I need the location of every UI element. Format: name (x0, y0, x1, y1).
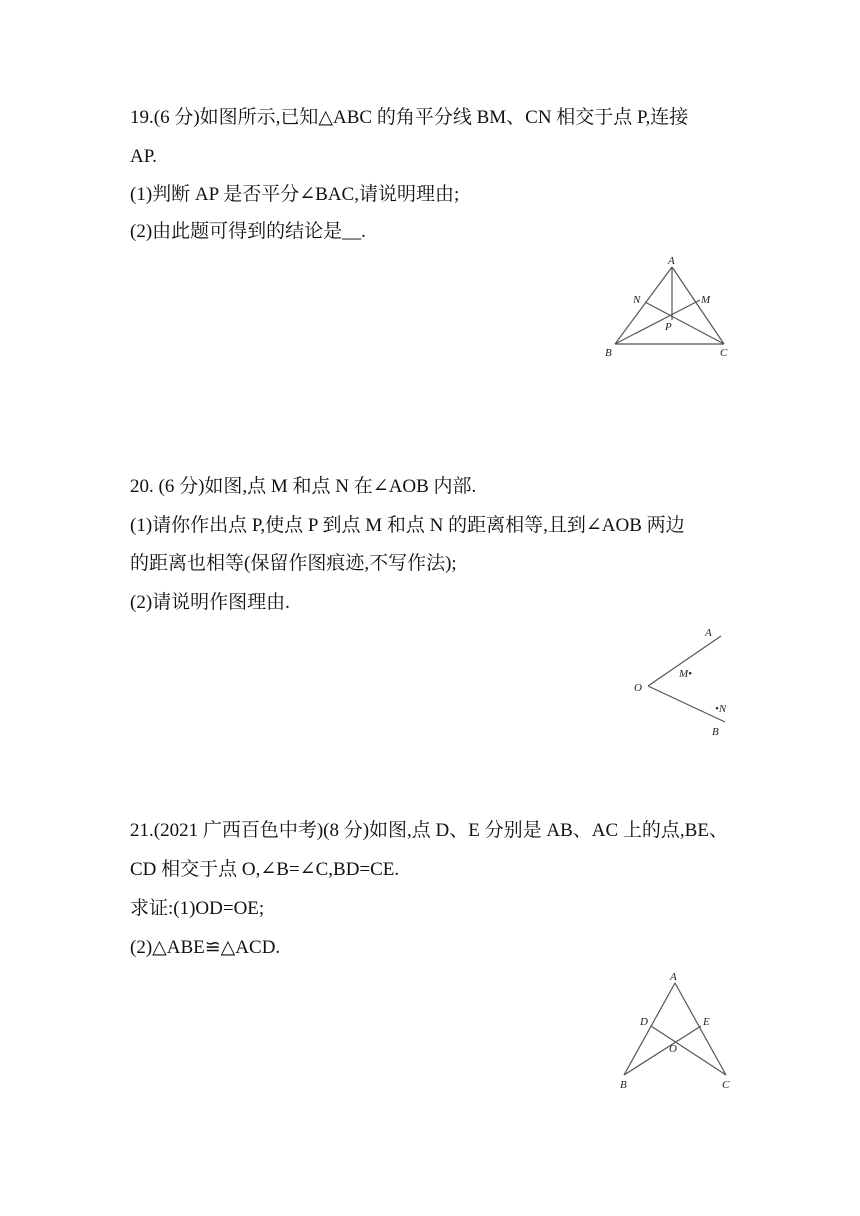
q19-label-c: C (720, 347, 728, 359)
q21-label-o: O (669, 1043, 677, 1055)
q19-side-ac (672, 267, 724, 344)
q19-line1: 19.(6 分)如图所示,已知△ABC 的角平分线 BM、CN 相交于点 P,连接 (130, 107, 689, 128)
q21-label-a: A (670, 971, 677, 983)
q21-label-d: D (640, 1016, 648, 1028)
q21-triangle-figure (612, 966, 742, 1096)
q19-label-n: N (633, 294, 641, 306)
q20-label-o: O (634, 682, 642, 694)
q19-label-b: B (605, 347, 612, 359)
q21-side-ab (624, 983, 675, 1075)
q19-line2: AP. (130, 146, 157, 167)
q21-side-ac (675, 983, 726, 1075)
q20-label-n: •N (715, 703, 727, 715)
q21-part1: 求证:(1)OD=OE; (130, 898, 265, 919)
q19-triangle-figure (600, 250, 740, 365)
q21-line1: 21.(2021 广西百色中考)(8 分)如图,点 D、E 分别是 AB、AC 上的点,BE、 (130, 820, 728, 841)
q21-label-b: B (620, 1079, 627, 1091)
q21-line2: CD 相交于点 O,∠B=∠C,BD=CE. (130, 859, 400, 880)
q19-side-ab (615, 267, 672, 344)
q20-label-m: M• (679, 668, 693, 680)
q19-part2: (2)由此题可得到的结论是__. (130, 221, 366, 242)
q21-part2: (2)△ABE≌△ACD. (130, 937, 281, 958)
q20-label-a: A (705, 627, 712, 639)
q21-label-c: C (722, 1079, 730, 1091)
q19-segment-bm (615, 300, 700, 344)
q19-label-p: P (665, 321, 672, 333)
q20-part1-a: (1)请你作出点 P,使点 P 到点 M 和点 N 的距离相等,且到∠AOB 两边 (130, 515, 685, 536)
q20-line1: 20. (6 分)如图,点 M 和点 N 在∠AOB 内部. (130, 476, 477, 497)
q20-angle-figure (630, 622, 740, 742)
q19-label-m: M (701, 294, 711, 306)
q19-part1: (1)判断 AP 是否平分∠BAC,请说明理由; (130, 184, 460, 205)
q20-label-b: B (712, 726, 719, 738)
q21-label-e: E (703, 1016, 710, 1028)
q20-part2: (2)请说明作图理由. (130, 592, 290, 613)
q20-ray-ob (648, 686, 725, 722)
q19-label-a: A (668, 255, 675, 267)
q20-part1-b: 的距离也相等(保留作图痕迹,不写作法); (130, 553, 457, 574)
